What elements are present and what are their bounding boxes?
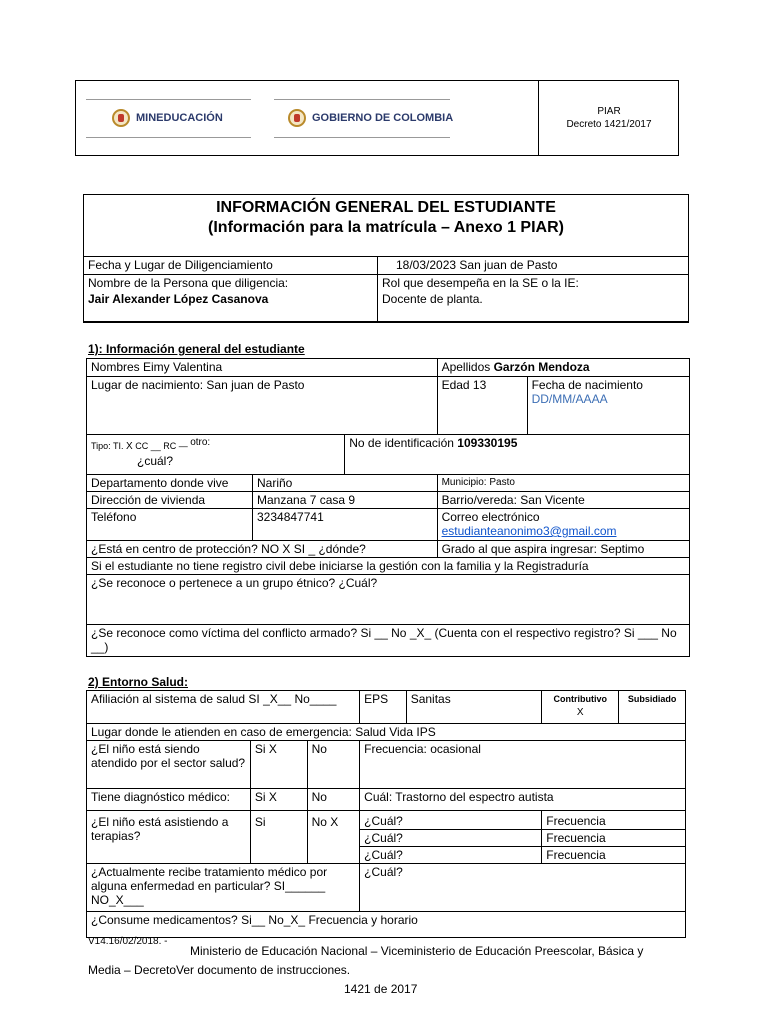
direccion-label: Dirección de vivienda [87,492,253,509]
section2-title: 2) Entorno Salud: [88,675,188,689]
piar-info: PIAR Decreto 1421/2017 [566,106,652,130]
departamento-label: Departamento donde vive [87,475,253,492]
terapia-cual[interactable]: ¿Cuál? [360,830,542,847]
telefono-label: Teléfono [87,509,253,541]
logo-rule [274,137,450,138]
atendido-si[interactable]: Si X [250,741,307,789]
terapia-cual[interactable]: ¿Cuál? [360,847,542,864]
atendido-label: ¿El niño está siendo atendido por el sector salud? [87,741,251,789]
identificacion-cell[interactable]: No de identificación 109330195 [345,435,690,475]
header-box [75,80,679,156]
departamento-value[interactable]: Nariño [253,475,438,492]
subsidiado-cell[interactable]: Subsidiado [619,691,686,724]
main-title: INFORMACIÓN GENERAL DEL ESTUDIANTE [216,199,556,216]
logo-rule [86,137,251,138]
logo-rule [86,99,251,100]
edad-cell[interactable]: Edad 13 [437,377,527,435]
nombres-cell[interactable]: Nombres Eimy Valentina [87,359,438,377]
rol-label: Rol que desempeña en la SE o la IE: [382,276,579,290]
mineducacion-logo: MINEDUCACIÓN [112,109,223,127]
victima-cell[interactable]: ¿Se reconoce como víctima del conflicto armado? Si __ No _X_ (Cuenta con el respectivo registro? Si ___ No __) [87,625,690,657]
barrio-cell[interactable]: Barrio/vereda: San Vicente [437,492,689,509]
rol-cell [378,275,689,323]
atendido-no[interactable]: No [307,741,360,789]
tratamiento-cual[interactable]: ¿Cuál? [360,864,686,912]
fecha-value[interactable]: 18/03/2023 San juan de Pasto [378,257,689,275]
footer-line1: Ministerio de Educación Nacional – Viceministerio de Educación Preescolar, Básica y [190,944,644,958]
sub-title: (Información para la matrícula – Anexo 1 PIAR) [208,219,564,236]
persona-value[interactable]: Jair Alexander López Casanova [88,292,269,306]
footer-line3: 1421 de 2017 [344,982,418,996]
footer-version: V14.16/02/2018. - [88,936,168,947]
telefono-value[interactable]: 3234847741 [253,509,438,541]
gobierno-logo: GOBIERNO DE COLOMBIA [288,109,453,127]
persona-label: Nombre de la Persona que diligencia: [88,276,289,290]
diagnostico-cual[interactable]: Cuál: Trastorno del espectro autista [360,789,686,811]
terapias-si[interactable]: Si [250,811,307,864]
medicamentos-cell[interactable]: ¿Consume medicamentos? Si__ No_X_ Frecuencia y horario [87,912,686,938]
apellidos-cell[interactable]: Apellidos Garzón Mendoza [437,359,689,377]
diagnostico-si[interactable]: Si X [250,789,307,811]
tipo-documento-cell[interactable]: Tipo: TI. X CC __ RC — $^{otro:}$ ¿cuál? [87,435,345,475]
section2-table [86,690,686,938]
fecha-nacimiento-cell[interactable]: Fecha de nacimiento DD/MM/AAAA [527,377,689,435]
frecuencia-ocasional[interactable]: Frecuencia: ocasional [360,741,686,789]
tratamiento-cell[interactable]: ¿Actualmente recibe tratamiento médico por alguna enfermedad en particular? SI______ NO_X___ [87,864,360,912]
coat-of-arms-icon [288,109,306,127]
footer-line2: Media – DecretoVer documento de instrucciones. [88,963,351,977]
correo-cell[interactable]: Correo electrónico estudianteanonimo3@gmail.com [437,509,689,541]
direccion-value[interactable]: Manzana 7 casa 9 [253,492,438,509]
terapia-frecuencia[interactable]: Frecuencia [542,847,686,864]
email-link[interactable]: estudianteanonimo3@gmail.com [441,524,617,538]
contributivo-cell[interactable]: Contributivo X [542,691,619,724]
grado-cell[interactable]: Grado al que aspira ingresar: Septimo [437,541,689,558]
lugar-nacimiento-cell[interactable]: Lugar de nacimiento: San juan de Pasto [87,377,438,435]
coat-of-arms-icon [112,109,130,127]
terapia-frecuencia[interactable]: Frecuencia [542,811,686,830]
eps-value[interactable]: Sanitas [406,691,542,724]
logo-rule [274,99,450,100]
afiliacion-cell[interactable]: Afiliación al sistema de salud SI _X__ No____ [87,691,360,724]
eps-label: EPS [360,691,407,724]
terapia-cual[interactable]: ¿Cuál? [360,811,542,830]
diagnostico-label: Tiene diagnóstico médico: [87,789,251,811]
emergencia-cell[interactable]: Lugar donde le atienden en caso de emergencia: Salud Vida IPS [87,724,686,741]
registro-cell: Si el estudiante no tiene registro civil debe iniciarse la gestión con la familia y la Registraduría [87,558,690,575]
terapia-frecuencia[interactable]: Frecuencia [542,830,686,847]
terapias-label: ¿El niño está asistiendo a terapias? [87,811,251,864]
section1-table [86,358,690,657]
proteccion-cell[interactable]: ¿Está en centro de protección? NO X SI _ ¿dónde? [87,541,438,558]
persona-cell [84,275,378,323]
terapias-no[interactable]: No X [307,811,360,864]
rol-value[interactable]: Docente de planta. [382,292,483,306]
municipio-cell[interactable]: Municipio: Pasto [437,475,689,492]
section1-title: 1): Información general del estudiante [88,342,305,356]
info-table [83,256,689,323]
fecha-label: Fecha y Lugar de Diligenciamiento [84,257,378,275]
etnico-cell[interactable]: ¿Se reconoce o pertenece a un grupo étnico? ¿Cuál? [87,575,690,625]
diagnostico-no[interactable]: No [307,789,360,811]
